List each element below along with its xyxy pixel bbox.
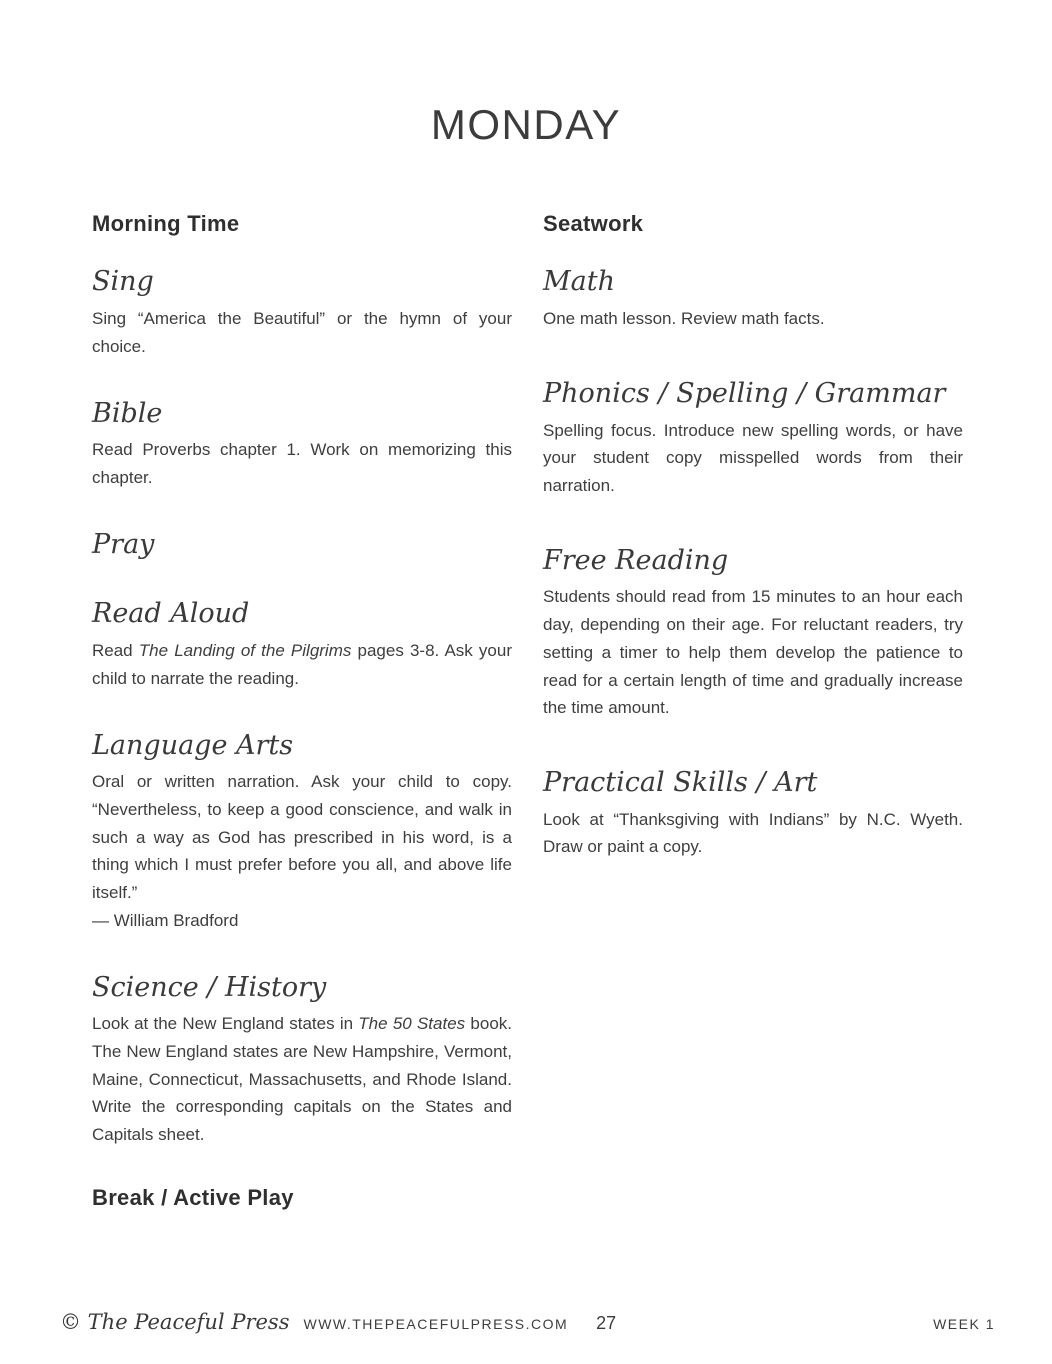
section-body: Sing “America the Beautiful” or the hymn of your choice. <box>92 309 512 356</box>
section-pray <box>92 528 512 562</box>
website-url: WWW.THEPEACEFULPRESS.COM <box>303 1316 569 1332</box>
section-title: Bible <box>92 397 163 429</box>
section-language-arts <box>92 729 512 935</box>
section-read-aloud <box>92 597 512 692</box>
section-body: Look at “Thanksgiving with Indians” by N.C. Wyeth. Draw or paint a copy. <box>543 809 963 857</box>
section-title: Math <box>543 266 615 298</box>
section-title: Science / History <box>92 971 327 1003</box>
section-bible <box>92 397 512 492</box>
section-title: Pray <box>92 528 155 560</box>
section-title: Free Reading <box>543 544 729 576</box>
section-body: Spelling focus. Introduce new spelling words, or have your student copy misspelled words from their narration. <box>543 420 963 495</box>
section-body: Read The Landing of the Pilgrims pages 3-8. Ask your child to narrate the reading. <box>92 641 512 688</box>
section-title: Phonics / Spelling / Grammar <box>543 377 946 409</box>
column-heading-seatwork: Seatwork <box>543 211 644 236</box>
section-body: Students should read from 15 minutes to an hour each day, depending on their age. For reluctant readers, try setting a timer to help them develop the patience to read for a certain length of time and gradually increase the time amount. <box>543 587 963 718</box>
section-body: One math lesson. Review math facts. <box>543 309 825 329</box>
section-body: Oral or written narration. Ask your child to copy. “Nevertheless, to keep a good conscience, and walk in such a way as God has prescribed in his word, is a thing which I must prefer before you all, and above life itself.” <box>92 772 512 903</box>
section-list-morning <box>92 265 512 1148</box>
heading-break-active-play: Break / Active Play <box>92 1184 294 1210</box>
section-list-seatwork <box>543 265 963 861</box>
section-title: Sing <box>92 266 154 298</box>
page-number: 27 <box>596 1313 617 1333</box>
section-practical-skills-art <box>543 766 963 861</box>
section-free-reading <box>543 544 963 722</box>
page-footer <box>60 1310 995 1334</box>
section-title: Language Arts <box>92 729 294 761</box>
week-label: WEEK 1 <box>933 1316 995 1332</box>
column-morning-time <box>92 211 512 1211</box>
section-title: Practical Skills / Art <box>543 766 818 798</box>
section-science-history <box>92 971 512 1149</box>
content-columns <box>0 211 1052 1211</box>
section-math <box>543 265 963 332</box>
section-body: Look at the New England states in The 50 States book. The New England states are New Hampshire, Vermont, Maine, Connecticut, Massachusetts, and Rhode Island. Write the corresponding capitals on the States and Capitals sheet. <box>92 1014 512 1145</box>
section-body: Read Proverbs chapter 1. Work on memorizing this chapter. <box>92 440 512 487</box>
column-seatwork <box>543 211 963 1211</box>
page-title: MONDAY <box>430 101 622 148</box>
section-phonics-spelling-grammar <box>543 377 963 500</box>
column-heading-morning-time: Morning Time <box>92 211 240 236</box>
section-body: — William Bradford <box>92 910 239 930</box>
section-title: Read Aloud <box>92 598 250 630</box>
publisher-logotype: © The Peaceful Press <box>60 1310 290 1334</box>
section-sing <box>92 265 512 360</box>
